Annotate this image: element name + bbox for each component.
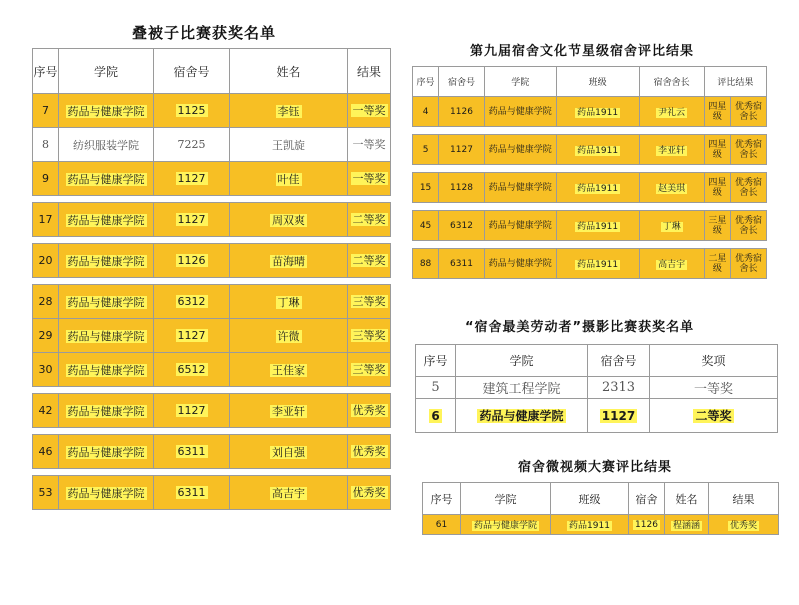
cell-dorm [154, 394, 230, 428]
cell-dorm-text: 1127 [601, 408, 636, 423]
cell-name-text: 刘自强 [272, 445, 305, 459]
cell-college [59, 476, 154, 510]
cell-class [551, 515, 629, 535]
cell-result [348, 244, 391, 278]
cell-college-text: 药品与健康学院 [67, 254, 145, 268]
doc-title: 第九届宿舍文化节星级宿舍评比结果 [470, 44, 695, 59]
row-gap [413, 165, 767, 173]
cell-name-text: 王佳家 [272, 363, 305, 377]
cell-no: 7 [33, 94, 59, 128]
table-row [33, 203, 391, 237]
cell-dorm: 1128 [439, 173, 485, 203]
cell-dorm [154, 244, 230, 278]
cell-name [230, 476, 348, 510]
col-header-result: 结果 [709, 483, 779, 515]
micro-video-table [422, 482, 779, 535]
table-row [33, 394, 391, 428]
cell-college: 建筑工程学院 [456, 377, 588, 399]
cell-dorm-text: 1127 [177, 172, 206, 185]
cell-leader [639, 135, 704, 165]
table-row [33, 353, 391, 387]
cell-name [230, 435, 348, 469]
cell-result [348, 203, 391, 237]
row-gap [33, 387, 391, 394]
cell-college-text: 药品与健康学院 [67, 363, 145, 377]
cell-class-text: 药品1911 [577, 108, 619, 118]
col-header-no: 序号 [423, 483, 461, 515]
cell-no: 30 [33, 353, 59, 387]
cell-result-text: 二等奖 [352, 253, 386, 267]
cell-result-text: 一等奖 [352, 103, 386, 117]
table-row [413, 97, 767, 127]
cell-college: 药品与健康学院 [484, 97, 556, 127]
cell-leader-text: 高吉宇 [658, 260, 686, 270]
cell-result [709, 515, 779, 535]
col-header-result: 结果 [348, 49, 391, 94]
cell-no: 28 [33, 285, 59, 319]
cell-no: 15 [413, 173, 439, 203]
col-header-name: 姓名 [230, 49, 348, 94]
row-gap [33, 196, 391, 203]
cell-college-text: 药品与健康学院 [67, 329, 145, 343]
col-header-college: 学院 [461, 483, 551, 515]
cell-college [59, 435, 154, 469]
col-header-college: 学院 [456, 345, 588, 377]
cell-leader [639, 249, 704, 279]
cell-no: 8 [33, 128, 59, 162]
cell-dorm-text: 1126 [635, 519, 658, 530]
cell-no: 20 [33, 244, 59, 278]
table-row [33, 244, 391, 278]
table-row [423, 515, 779, 535]
row-gap [413, 241, 767, 249]
cell-college [456, 399, 588, 433]
cell-result: 优秀宿舍长 [730, 135, 766, 165]
cell-no: 53 [33, 476, 59, 510]
cell-result [348, 94, 391, 128]
col-header-class: 班级 [556, 67, 639, 97]
row-gap-cell [33, 237, 391, 244]
cell-class [556, 97, 639, 127]
star-dorm-table [412, 66, 767, 279]
cell-college [59, 203, 154, 237]
cell-dorm-text: 6311 [177, 445, 206, 458]
cell-college-text: 药品与健康学院 [67, 104, 145, 118]
cell-name-text: 周双爽 [272, 213, 305, 227]
cell-dorm: 6311 [439, 249, 485, 279]
cell-name-text: 李钰 [277, 104, 300, 118]
cell-result: 优秀宿舍长 [730, 249, 766, 279]
cell-college: 药品与健康学院 [484, 135, 556, 165]
cell-name-text: 李亚轩 [272, 404, 305, 418]
cell-result-text: 三等奖 [352, 294, 386, 308]
cell-name-text: 苗海晴 [272, 254, 305, 268]
row-gap [33, 469, 391, 476]
cell-leader [639, 97, 704, 127]
cell-dorm [154, 476, 230, 510]
cell-no: 5 [413, 135, 439, 165]
cell-result: 一等奖 [348, 128, 391, 162]
cell-class-text: 药品1911 [577, 260, 619, 270]
cell-college [59, 94, 154, 128]
cell-result-text: 优秀奖 [352, 403, 386, 417]
cell-class-text: 药品1911 [577, 184, 619, 194]
table-header [413, 67, 767, 97]
row-gap-cell [413, 165, 767, 173]
cell-dorm: 1127 [439, 135, 485, 165]
cell-dorm-text: 1127 [177, 213, 206, 226]
cell-college: 药品与健康学院 [484, 249, 556, 279]
cell-no [416, 399, 456, 433]
cell-name [230, 353, 348, 387]
table-row [413, 249, 767, 279]
cell-name [230, 319, 348, 353]
row-gap-cell [413, 127, 767, 135]
cell-name-text: 许微 [277, 329, 300, 343]
cell-star: 四星级 [704, 97, 730, 127]
cell-leader-text: 尹礼云 [658, 108, 686, 118]
cell-leader-text: 李亚轩 [658, 146, 686, 156]
cell-result: 优秀宿舍长 [730, 173, 766, 203]
table-row [33, 128, 391, 162]
award-table [32, 48, 391, 510]
cell-dorm-text: 1127 [177, 329, 206, 342]
cell-no: 45 [413, 211, 439, 241]
cell-leader-text: 丁琳 [662, 222, 681, 232]
col-header-no: 序号 [416, 345, 456, 377]
cell-leader [639, 173, 704, 203]
table-row [413, 173, 767, 203]
table-row [413, 211, 767, 241]
col-header-no: 序号 [413, 67, 439, 97]
cell-no: 61 [423, 515, 461, 535]
cell-dorm [629, 515, 665, 535]
cell-result [348, 319, 391, 353]
cell-college: 纺织服装学院 [59, 128, 154, 162]
cell-result: 优秀宿舍长 [730, 97, 766, 127]
cell-prize [650, 399, 778, 433]
cell-dorm-text: 6311 [177, 486, 206, 499]
row-gap-cell [33, 387, 391, 394]
cell-name-text: 丁琳 [277, 295, 300, 309]
col-header-leader: 宿舍舍长 [639, 67, 704, 97]
cell-result-text: 三等奖 [352, 362, 386, 376]
cell-class [556, 249, 639, 279]
cell-result [348, 394, 391, 428]
col-header-dorm: 宿舍号 [439, 67, 485, 97]
cell-dorm: 1126 [439, 97, 485, 127]
cell-no: 5 [416, 377, 456, 399]
table-row [33, 94, 391, 128]
row-gap [33, 428, 391, 435]
cell-dorm: 2313 [588, 377, 650, 399]
cell-star: 四星级 [704, 135, 730, 165]
col-header-dorm: 宿舍 [629, 483, 665, 515]
cell-college [59, 162, 154, 196]
cell-dorm-text: 1125 [177, 104, 206, 117]
cell-name [230, 394, 348, 428]
cell-name [665, 515, 709, 535]
cell-dorm-text: 1126 [177, 254, 206, 267]
doc-title: 宿舍微视频大赛评比结果 [518, 460, 673, 475]
cell-name-text: 程涵涵 [672, 521, 700, 531]
cell-result [348, 476, 391, 510]
col-header-no: 序号 [33, 49, 59, 94]
cell-dorm [154, 203, 230, 237]
cell-leader-text: 赵美琪 [658, 184, 686, 194]
col-header-college: 学院 [59, 49, 154, 94]
cell-class [556, 135, 639, 165]
cell-dorm [154, 94, 230, 128]
doc-title: 叠被子比赛获奖名单 [132, 24, 277, 42]
cell-no: 29 [33, 319, 59, 353]
row-gap [413, 203, 767, 211]
row-gap-cell [413, 241, 767, 249]
col-header-result: 评比结果 [704, 67, 766, 97]
cell-name-text: 高吉宇 [272, 486, 305, 500]
cell-name: 王凯旋 [230, 128, 348, 162]
cell-result-text: 三等奖 [352, 328, 386, 342]
col-header-class: 班级 [551, 483, 629, 515]
col-header-name: 姓名 [665, 483, 709, 515]
table-row [416, 377, 778, 399]
cell-college-text: 药品与健康学院 [67, 404, 145, 418]
table-header [33, 49, 391, 94]
table-row [33, 435, 391, 469]
cell-no: 42 [33, 394, 59, 428]
cell-result [348, 285, 391, 319]
cell-dorm-text: 6312 [177, 295, 206, 308]
cell-class [556, 211, 639, 241]
cell-dorm [154, 162, 230, 196]
cell-college: 药品与健康学院 [484, 173, 556, 203]
cell-result [348, 162, 391, 196]
col-header-prize: 奖项 [650, 345, 778, 377]
cell-college [59, 285, 154, 319]
cell-result-text: 二等奖 [352, 212, 386, 226]
cell-dorm-text: 6512 [177, 363, 206, 376]
table-header [416, 345, 778, 377]
cell-class-text: 药品1911 [569, 521, 610, 531]
table-row [33, 319, 391, 353]
cell-college-text: 药品与健康学院 [67, 172, 145, 186]
cell-college-text: 药品与健康学院 [479, 409, 564, 423]
cell-name [230, 162, 348, 196]
row-gap-cell [33, 196, 391, 203]
cell-result: 优秀宿舍长 [730, 211, 766, 241]
cell-college-text: 药品与健康学院 [473, 521, 537, 531]
row-gap-cell [33, 469, 391, 476]
cell-college [59, 319, 154, 353]
cell-class [556, 173, 639, 203]
table-row [413, 135, 767, 165]
cell-college-text: 药品与健康学院 [67, 213, 145, 227]
cell-star: 三星级 [704, 211, 730, 241]
cell-no-text: 6 [431, 408, 440, 423]
cell-college [59, 394, 154, 428]
cell-no: 88 [413, 249, 439, 279]
cell-class-text: 药品1911 [577, 146, 619, 156]
cell-name [230, 285, 348, 319]
row-gap [33, 237, 391, 244]
cell-no: 17 [33, 203, 59, 237]
cell-college [59, 353, 154, 387]
table-header [423, 483, 779, 515]
photo-contest-table [415, 344, 778, 433]
cell-dorm: 6312 [439, 211, 485, 241]
col-header-college: 学院 [484, 67, 556, 97]
cell-star: 四星级 [704, 173, 730, 203]
cell-no: 9 [33, 162, 59, 196]
row-gap-cell [33, 428, 391, 435]
row-gap [33, 278, 391, 285]
cell-result-text: 优秀奖 [352, 485, 386, 499]
col-header-dorm: 宿舍号 [588, 345, 650, 377]
cell-dorm-text: 1127 [177, 404, 206, 417]
doc-title: “宿舍最美劳动者”摄影比赛获奖名单 [465, 320, 695, 335]
table-row [33, 162, 391, 196]
cell-college [461, 515, 551, 535]
cell-name [230, 203, 348, 237]
cell-name [230, 94, 348, 128]
cell-college [59, 244, 154, 278]
row-gap [413, 127, 767, 135]
cell-college-text: 药品与健康学院 [67, 486, 145, 500]
cell-college-text: 药品与健康学院 [67, 295, 145, 309]
col-header-dorm: 宿舍号 [154, 49, 230, 94]
cell-dorm [154, 319, 230, 353]
cell-prize: 一等奖 [650, 377, 778, 399]
cell-college: 药品与健康学院 [484, 211, 556, 241]
table-row [33, 476, 391, 510]
cell-dorm [154, 353, 230, 387]
cell-dorm [154, 285, 230, 319]
cell-result-text: 优秀奖 [352, 444, 386, 458]
cell-result [348, 435, 391, 469]
table-row [416, 399, 778, 433]
cell-name [230, 244, 348, 278]
cell-result [348, 353, 391, 387]
cell-dorm [588, 399, 650, 433]
cell-leader [639, 211, 704, 241]
cell-no: 46 [33, 435, 59, 469]
cell-name-text: 叶佳 [277, 172, 300, 186]
cell-result-text: 一等奖 [352, 171, 386, 185]
cell-prize-text: 二等奖 [695, 409, 732, 423]
cell-college-text: 药品与健康学院 [67, 445, 145, 459]
row-gap-cell [33, 278, 391, 285]
cell-no: 4 [413, 97, 439, 127]
table-row [33, 285, 391, 319]
cell-star: 二星级 [704, 249, 730, 279]
cell-class-text: 药品1911 [577, 222, 619, 232]
cell-result-text: 优秀奖 [729, 521, 757, 531]
cell-dorm [154, 435, 230, 469]
row-gap-cell [413, 203, 767, 211]
cell-dorm: 7225 [154, 128, 230, 162]
